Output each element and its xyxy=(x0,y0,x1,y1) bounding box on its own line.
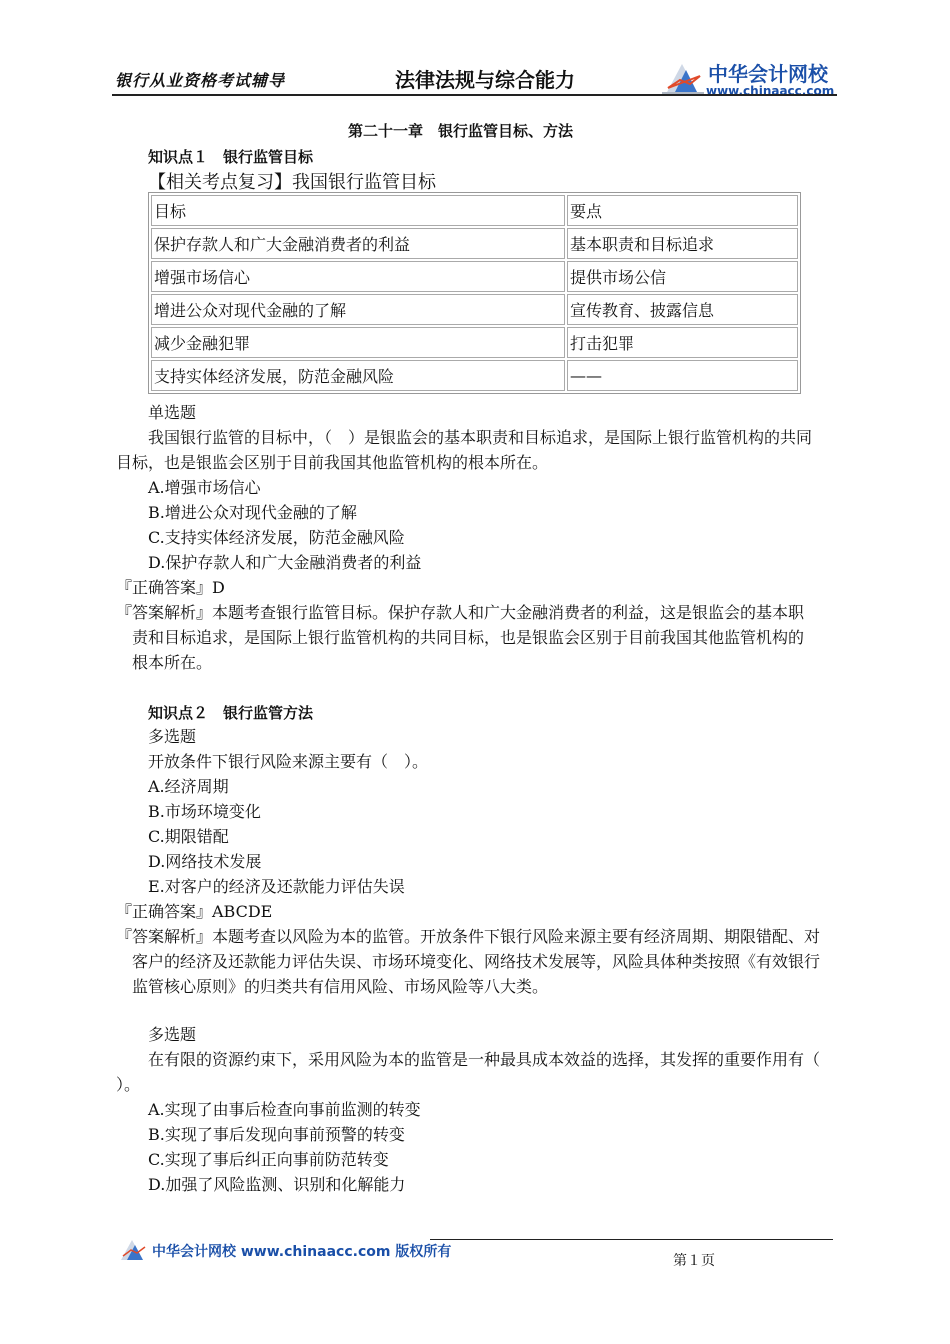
table-cell: 减少金融犯罪 xyxy=(151,327,565,358)
page-number: 第１页 xyxy=(673,1253,715,1269)
kp2-q1-option: A.经济周期 xyxy=(148,777,229,796)
table-row xyxy=(151,294,798,325)
table-cell: 宣传教育、披露信息 xyxy=(567,294,798,325)
table-row xyxy=(151,360,798,391)
kp2-q2-option: A.实现了由事后检查向事前监测的转变 xyxy=(148,1100,421,1119)
footer-divider xyxy=(430,1239,833,1240)
logo-url: www.chinaacc.com xyxy=(706,84,835,98)
table-cell: 打击犯罪 xyxy=(567,327,798,358)
kp1-title: 知识点１ 银行监管目标 xyxy=(148,148,314,166)
table-row xyxy=(151,327,798,358)
kp1-analysis-line: 责和目标追求，是国际上银行监管机构的共同目标，也是银监会区别于目前我国其他监管机构的 xyxy=(132,628,805,647)
table-cell: 支持实体经济发展，防范金融风险 xyxy=(151,360,565,391)
kp1-option: D.保护存款人和广大金融消费者的利益 xyxy=(148,553,422,572)
table-cell: 提供市场公信 xyxy=(567,261,798,292)
kp2-q1-analysis-line: 监管核心原则》的归类共有信用风险、市场风险等八大类。 xyxy=(132,977,549,996)
kp2-q2-type: 多选题 xyxy=(148,1025,197,1044)
kp2-q1-analysis-line: 客户的经济及还款能力评估失误、市场环境变化、网络技术发展等，风险具体种类按照《有效银行 xyxy=(132,952,821,971)
kp2-q1-type: 多选题 xyxy=(148,727,197,746)
table-cell: 基本职责和目标追求 xyxy=(567,228,798,259)
kp2-q1-analysis-line: 『答案解析』本题考查以风险为本的监管。开放条件下银行风险来源主要有经济周期、期限错配、对 xyxy=(116,927,821,946)
kp1-answer: 『正确答案』D xyxy=(116,578,225,597)
table-cell: 增进公众对现代金融的了解 xyxy=(151,294,565,325)
kp2-q1-answer: 『正确答案』ABCDE xyxy=(116,902,273,921)
header-divider xyxy=(112,94,837,96)
table-header-cell: 目标 xyxy=(151,195,565,226)
logo-name: 中华会计网校 xyxy=(708,62,828,86)
kp2-q2-option: B.实现了事后发现向事前预警的转变 xyxy=(148,1125,405,1144)
kp1-question-line: 目标，也是银监会区别于目前我国其他监管机构的根本所在。 xyxy=(116,453,549,472)
footer-logo-icon xyxy=(118,1236,148,1262)
kp2-q2-option: C.实现了事后纠正向事前防范转变 xyxy=(148,1150,389,1169)
header-subject-title: 法律法规与综合能力 xyxy=(395,68,575,92)
logo-triangle-icon xyxy=(660,58,706,98)
kp2-q1-option: C.期限错配 xyxy=(148,827,229,846)
footer-copyright: 中华会计网校 www.chinaacc.com 版权所有 xyxy=(152,1244,452,1260)
kp2-q2-option: D.加强了风险监测、识别和化解能力 xyxy=(148,1175,406,1194)
kp1-question-line: 我国银行监管的目标中，（ ）是银监会的基本职责和目标追求，是国际上银行监管机构的共同 xyxy=(148,428,813,447)
kp1-option: A.增强市场信心 xyxy=(148,478,261,497)
table-cell: 保护存款人和广大金融消费者的利益 xyxy=(151,228,565,259)
goals-table xyxy=(148,192,801,394)
kp1-analysis-line: 根本所在。 xyxy=(132,653,213,672)
kp2-title: 知识点２ 银行监管方法 xyxy=(148,704,314,722)
kp2-q1-option: D.网络技术发展 xyxy=(148,852,262,871)
kp2-q1-stem: 开放条件下银行风险来源主要有（ ）。 xyxy=(148,752,429,771)
kp2-q2-stem-line: ）。 xyxy=(116,1075,141,1094)
table-row xyxy=(151,261,798,292)
kp1-review-title: 【相关考点复习】我国银行监管目标 xyxy=(148,172,436,193)
kp2-q1-option: B.市场环境变化 xyxy=(148,802,261,821)
table-cell: 增强市场信心 xyxy=(151,261,565,292)
kp1-analysis-line: 『答案解析』本题考查银行监管目标。保护存款人和广大金融消费者的利益，这是银监会的基本职 xyxy=(116,603,805,622)
table-row xyxy=(151,228,798,259)
kp2-q2-stem-line: 在有限的资源约束下，采用风险为本的监管是一种最具成本效益的选择，其发挥的重要作用有（ xyxy=(148,1050,821,1069)
table-cell: —— xyxy=(567,360,798,391)
kp1-option: B.增进公众对现代金融的了解 xyxy=(148,503,357,522)
kp2-q1-option: E.对客户的经济及还款能力评估失误 xyxy=(148,877,405,896)
kp1-question-type: 单选题 xyxy=(148,403,197,422)
kp1-option: C.支持实体经济发展，防范金融风险 xyxy=(148,528,405,547)
table-header-row xyxy=(151,195,798,226)
chapter-title: 第二十一章 银行监管目标、方法 xyxy=(348,122,574,140)
header-course-name: 银行从业资格考试辅导 xyxy=(115,71,286,90)
table-header-cell: 要点 xyxy=(567,195,798,226)
